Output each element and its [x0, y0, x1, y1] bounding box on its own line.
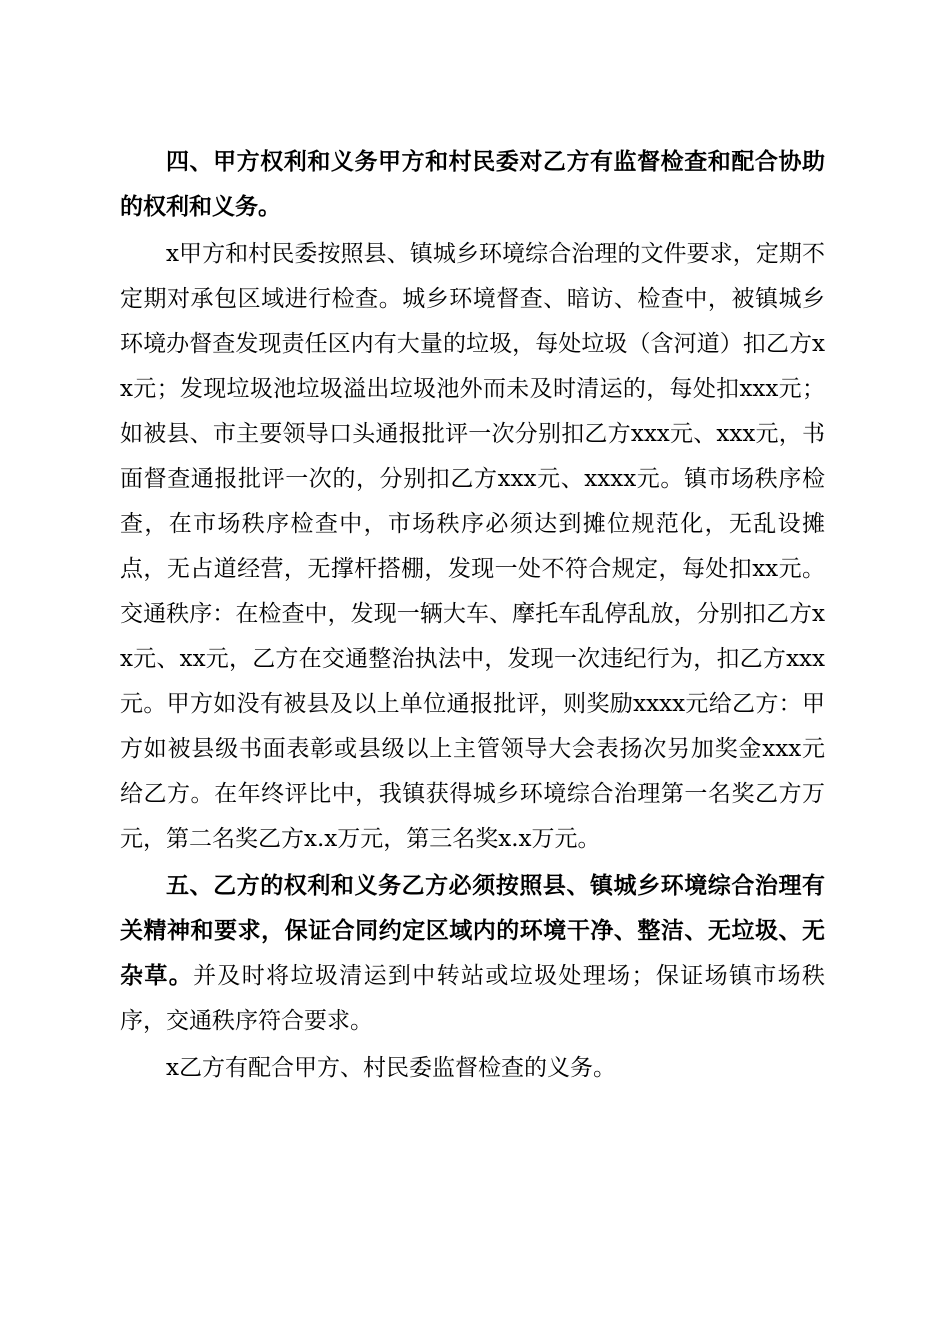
section-five-paragraph: [120, 864, 825, 1044]
section-five-lead: 五、乙方的权利和义务乙方必须按照县、镇城乡环境综合治理有关精神和要求，保证合同约定区域内的环境干净、整洁、无垃圾、无杂草。: [120, 873, 825, 989]
section-four-heading: 四、甲方权利和义务甲方和村民委对乙方有监督检查和配合协助的权利和义务。: [120, 149, 825, 220]
document-body: [120, 140, 825, 1091]
section-five-body: x乙方有配合甲方、村民委监督检查的义务。: [166, 1055, 616, 1081]
section-five-rest: 并及时将垃圾清运到中转站或垃圾处理场；保证场镇市场秩序，交通秩序符合要求。: [120, 963, 826, 1034]
section-four-body: x甲方和村民委按照县、镇城乡环境综合治理的文件要求，定期不定期对承包区域进行检查。城乡环境督查、暗访、检查中，被镇城乡环境办督查发现责任区内有大量的垃圾，每处垃圾（含河道）扣乙方xx元；发现垃圾池垃圾溢出垃圾池外而未及时清运的，每处扣xxx元；如被县、市主要领导口头通报批评一次分别扣乙方xxx元、xxx元，书面督查通报批评一次的，分别扣乙方xxx元、xxxx元。镇市场秩序检查，在市场秩序检查中，市场秩序必须达到摊位规范化，无乱设摊点，无占道经营，无撑杆搭棚，发现一处不符合规定，每处扣xx元。交通秩序：在检查中，发现一辆大车、摩托车乱停乱放，分别扣乙方xx元、xx元，乙方在交通整治执法中，发现一次违纪行为，扣乙方xxx元。甲方如没有被县及以上单位通报批评，则奖励xxxx元给乙方：甲方如被县级书面表彰或县级以上主管领导大会表扬次另加奖金xxx元给乙方。在年终评比中，我镇获得城乡环境综合治理第一名奖乙方万元，第二名奖乙方x.x万元，第三名奖x.x万元。: [120, 241, 825, 852]
